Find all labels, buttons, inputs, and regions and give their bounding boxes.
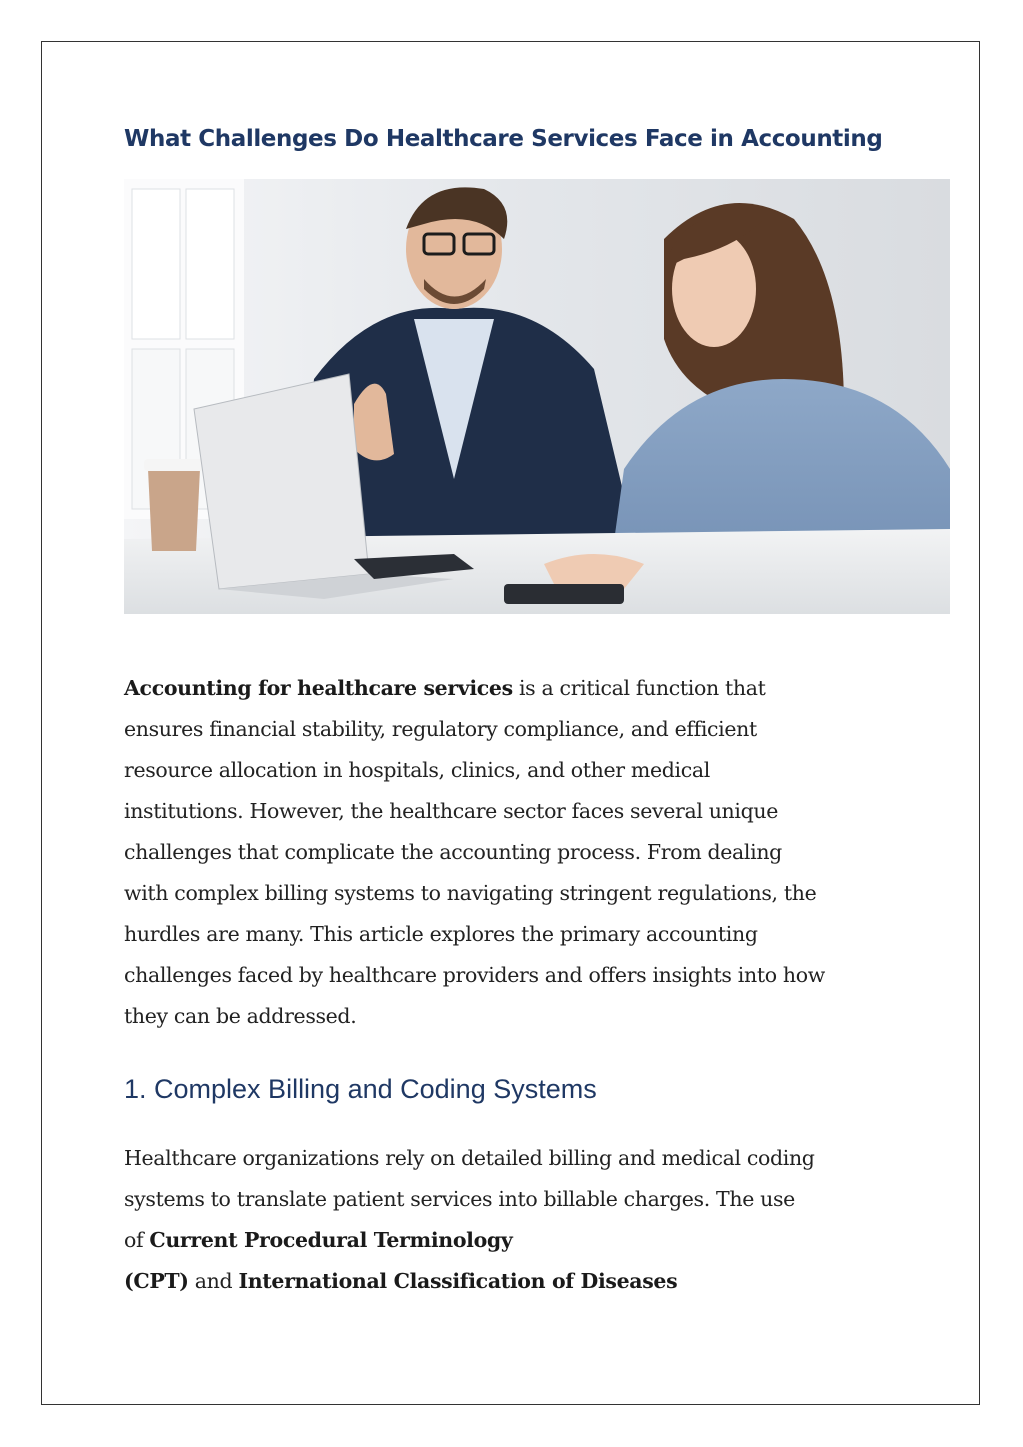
page-title: What Challenges Do Healthcare Services Face in Accounting [124,126,883,152]
intro-line-4: institutions. However, the healthcare sector faces several unique [124,799,779,823]
intro-line-3: resource allocation in hospitals, clinics, and other medical [124,758,710,782]
section-line-4 [124,1261,924,1302]
cpt-term: Current Procedural Terminology [149,1228,513,1252]
intro-line-1 [124,668,924,709]
cpt-abbrev: (CPT) [124,1269,189,1293]
photo-illustration [124,179,950,614]
section-billing-paragraph [124,1138,924,1302]
intro-line-8: challenges faced by healthcare providers and offers insights into how [124,963,825,987]
intro-line-5: challenges that complicate the accounting process. From dealing [124,840,782,864]
section-line-4-and: and [188,1269,239,1293]
section-line-3 [124,1220,924,1261]
intro-line-2: ensures financial stability, regulatory compliance, and efficient [124,717,757,741]
intro-paragraph [124,668,924,1037]
intro-line-1-rest: is a critical function that [512,676,766,700]
section-heading-billing: 1. Complex Billing and Coding Systems [124,1074,597,1104]
intro-line-9: they can be addressed. [124,1004,357,1028]
section-line-1: Healthcare organizations rely on detailed billing and medical coding [124,1146,815,1170]
section-line-3-prefix: of [124,1228,150,1252]
article-photo [124,179,950,614]
icd-term: International Classification of Diseases [238,1269,678,1293]
intro-line-6: with complex billing systems to navigating stringent regulations, the [124,881,817,905]
intro-bold-lead: Accounting for healthcare services [124,676,513,700]
section-line-2: systems to translate patient services into billable charges. The use [124,1187,795,1211]
intro-line-7: hurdles are many. This article explores the primary accounting [124,922,758,946]
